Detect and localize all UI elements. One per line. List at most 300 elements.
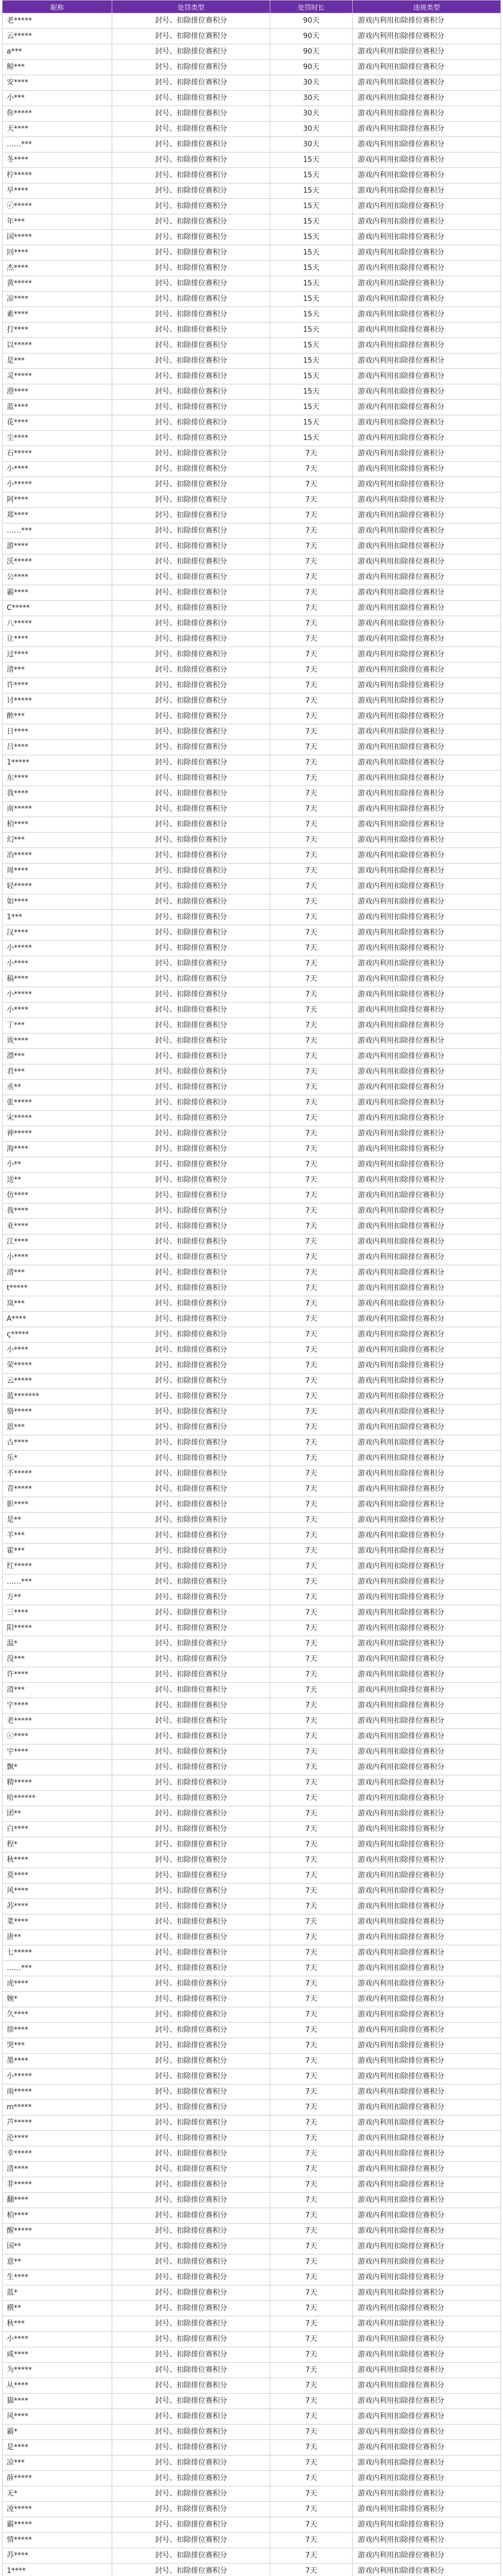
cell-duration: 7天 bbox=[270, 2193, 353, 2208]
cell-name: 诶**** bbox=[3, 1033, 112, 1049]
cell-duration: 15天 bbox=[270, 199, 353, 214]
table-row bbox=[3, 1482, 501, 1497]
cell-duration: 7天 bbox=[270, 879, 353, 894]
table-row bbox=[3, 13, 501, 29]
cell-penalty-type: 封号、扣除排位赛积分 bbox=[112, 1095, 270, 1111]
table-row bbox=[3, 2146, 501, 2162]
cell-duration: 7天 bbox=[270, 2054, 353, 2069]
table-row bbox=[3, 585, 501, 601]
cell-penalty-type: 封号、扣除排位赛积分 bbox=[112, 1126, 270, 1142]
cell-duration: 7天 bbox=[270, 462, 353, 477]
table-row bbox=[3, 2425, 501, 2440]
cell-duration: 7天 bbox=[270, 523, 353, 539]
cell-violation-type: 游戏内利用扣除排位赛积分 bbox=[353, 1559, 501, 1574]
cell-name: 1***** bbox=[3, 755, 112, 771]
cell-penalty-type: 封号、扣除排位赛积分 bbox=[112, 2363, 270, 2378]
table-row bbox=[3, 122, 501, 137]
cell-duration: 7天 bbox=[270, 1729, 353, 1744]
table-row bbox=[3, 1744, 501, 1760]
cell-violation-type: 游戏内利用扣除排位赛积分 bbox=[353, 1188, 501, 1204]
cell-name: 宋***** bbox=[3, 1111, 112, 1126]
cell-name: 芦***** bbox=[3, 2115, 112, 2131]
table-row bbox=[3, 2177, 501, 2193]
table-row bbox=[3, 2332, 501, 2347]
cell-penalty-type: 封号、扣除排位赛积分 bbox=[112, 1234, 270, 1250]
cell-name: 江**** bbox=[3, 1234, 112, 1250]
table-row bbox=[3, 462, 501, 477]
cell-duration: 7天 bbox=[270, 1358, 353, 1374]
cell-duration: 7天 bbox=[270, 1064, 353, 1080]
cell-name: 为***** bbox=[3, 2363, 112, 2378]
cell-name: 我**** bbox=[3, 1204, 112, 1219]
table-row bbox=[3, 2255, 501, 2270]
cell-duration: 7天 bbox=[270, 508, 353, 523]
cell-violation-type: 游戏内利用扣除排位赛积分 bbox=[353, 91, 501, 106]
cell-duration: 7天 bbox=[270, 1976, 353, 1992]
cell-penalty-type: 封号、扣除排位赛积分 bbox=[112, 1497, 270, 1513]
table-row bbox=[3, 879, 501, 894]
table-row bbox=[3, 755, 501, 771]
cell-duration: 7天 bbox=[270, 1853, 353, 1868]
cell-duration: 7天 bbox=[270, 1914, 353, 1930]
cell-violation-type: 游戏内利用扣除排位赛积分 bbox=[353, 2332, 501, 2347]
table-row bbox=[3, 1714, 501, 1729]
cell-duration: 7天 bbox=[270, 1590, 353, 1605]
cell-name: 云***** bbox=[3, 29, 112, 44]
cell-duration: 7天 bbox=[270, 1157, 353, 1173]
cell-duration: 15天 bbox=[270, 230, 353, 245]
cell-violation-type: 游戏内利用扣除排位赛积分 bbox=[353, 292, 501, 307]
table-row bbox=[3, 833, 501, 848]
table-row bbox=[3, 1188, 501, 1204]
cell-penalty-type: 封号、扣除排位赛积分 bbox=[112, 1281, 270, 1296]
cell-name: 红***** bbox=[3, 1559, 112, 1574]
cell-duration: 7天 bbox=[270, 848, 353, 863]
table-row bbox=[3, 1126, 501, 1142]
cell-name: 温* bbox=[3, 1636, 112, 1652]
table-row bbox=[3, 1976, 501, 1992]
cell-violation-type: 游戏内利用扣除排位赛积分 bbox=[353, 1327, 501, 1343]
table-row bbox=[3, 276, 501, 292]
cell-duration: 15天 bbox=[270, 183, 353, 199]
cell-penalty-type: 封号、扣除排位赛积分 bbox=[112, 2069, 270, 2084]
table-row bbox=[3, 956, 501, 972]
table-row bbox=[3, 1281, 501, 1296]
cell-name: 精***** bbox=[3, 1775, 112, 1791]
cell-duration: 7天 bbox=[270, 1899, 353, 1914]
cell-name: 墨**** bbox=[3, 2054, 112, 2069]
table-row bbox=[3, 2517, 501, 2533]
cell-name: 霸***** bbox=[3, 2517, 112, 2533]
table-row bbox=[3, 477, 501, 493]
cell-duration: 90天 bbox=[270, 60, 353, 75]
cell-penalty-type: 封号、扣除排位赛积分 bbox=[112, 755, 270, 771]
cell-duration: 7天 bbox=[270, 987, 353, 1003]
cell-duration: 7天 bbox=[270, 941, 353, 956]
cell-name: 让**** bbox=[3, 632, 112, 647]
cell-name: 国***** bbox=[3, 230, 112, 245]
cell-name: 漂*** bbox=[3, 1049, 112, 1064]
table-body bbox=[3, 13, 501, 2576]
table-row bbox=[3, 1080, 501, 1095]
cell-penalty-type: 封号、扣除排位赛积分 bbox=[112, 1992, 270, 2007]
cell-duration: 7天 bbox=[270, 1652, 353, 1667]
cell-name: 风**** bbox=[3, 2409, 112, 2425]
cell-violation-type: 游戏内利用扣除排位赛积分 bbox=[353, 554, 501, 570]
cell-violation-type: 游戏内利用扣除排位赛积分 bbox=[353, 1173, 501, 1188]
cell-duration: 7天 bbox=[270, 446, 353, 462]
cell-penalty-type: 封号、扣除排位赛积分 bbox=[112, 137, 270, 152]
cell-name: 公**** bbox=[3, 570, 112, 585]
cell-violation-type: 游戏内利用扣除排位赛积分 bbox=[353, 1683, 501, 1698]
cell-name: 小***** bbox=[3, 987, 112, 1003]
cell-violation-type: 游戏内利用扣除排位赛积分 bbox=[353, 1157, 501, 1173]
table-row bbox=[3, 1435, 501, 1451]
cell-name: 讨***** bbox=[3, 693, 112, 709]
table-row bbox=[3, 616, 501, 632]
table-row bbox=[3, 1358, 501, 1374]
cell-name: C***** bbox=[3, 601, 112, 616]
cell-violation-type: 游戏内利用扣除排位赛积分 bbox=[353, 894, 501, 910]
cell-penalty-type: 封号、扣除排位赛积分 bbox=[112, 1914, 270, 1930]
cell-violation-type: 游戏内利用扣除排位赛积分 bbox=[353, 1312, 501, 1327]
table-row bbox=[3, 1574, 501, 1590]
cell-violation-type: 游戏内利用扣除排位赛积分 bbox=[353, 1513, 501, 1528]
cell-penalty-type: 封号、扣除排位赛积分 bbox=[112, 60, 270, 75]
cell-duration: 7天 bbox=[270, 1343, 353, 1358]
table-row bbox=[3, 1729, 501, 1744]
cell-penalty-type: 封号、扣除排位赛积分 bbox=[112, 894, 270, 910]
table-row bbox=[3, 1559, 501, 1574]
cell-duration: 7天 bbox=[270, 2502, 353, 2517]
cell-penalty-type: 封号、扣除排位赛积分 bbox=[112, 338, 270, 353]
cell-name: 蓝**** bbox=[3, 400, 112, 415]
cell-duration: 7天 bbox=[270, 1080, 353, 1095]
cell-name: 稿**** bbox=[3, 972, 112, 987]
cell-penalty-type: 封号、扣除排位赛积分 bbox=[112, 956, 270, 972]
cell-name: 恩*** bbox=[3, 1420, 112, 1435]
cell-duration: 7天 bbox=[270, 1884, 353, 1899]
table-row bbox=[3, 1157, 501, 1173]
table-row bbox=[3, 724, 501, 740]
cell-duration: 7天 bbox=[270, 2471, 353, 2486]
cell-name: 咸**** bbox=[3, 2347, 112, 2363]
cell-penalty-type: 封号、扣除排位赛积分 bbox=[112, 1049, 270, 1064]
cell-violation-type: 游戏内利用扣除排位赛积分 bbox=[353, 786, 501, 802]
cell-violation-type: 游戏内利用扣除排位赛积分 bbox=[353, 755, 501, 771]
cell-penalty-type: 封号、扣除排位赛积分 bbox=[112, 2301, 270, 2316]
table-row bbox=[3, 415, 501, 431]
cell-violation-type: 游戏内利用扣除排位赛积分 bbox=[353, 1853, 501, 1868]
table-row bbox=[3, 972, 501, 987]
cell-name: 岚*** bbox=[3, 1296, 112, 1312]
cell-name: 荣***** bbox=[3, 1358, 112, 1374]
table-row bbox=[3, 75, 501, 91]
cell-violation-type: 游戏内利用扣除排位赛积分 bbox=[353, 446, 501, 462]
cell-violation-type: 游戏内利用扣除排位赛积分 bbox=[353, 1976, 501, 1992]
cell-duration: 7天 bbox=[270, 678, 353, 693]
table-row bbox=[3, 353, 501, 369]
cell-duration: 7天 bbox=[270, 786, 353, 802]
table-row bbox=[3, 1544, 501, 1559]
cell-duration: 30天 bbox=[270, 137, 353, 152]
cell-name: 阿**** bbox=[3, 493, 112, 508]
cell-penalty-type: 封号、扣除排位赛积分 bbox=[112, 833, 270, 848]
cell-violation-type: 游戏内利用扣除排位赛积分 bbox=[353, 276, 501, 292]
cell-penalty-type: 封号、扣除排位赛积分 bbox=[112, 384, 270, 400]
table-row bbox=[3, 1868, 501, 1884]
cell-violation-type: 游戏内利用扣除排位赛积分 bbox=[353, 863, 501, 879]
cell-violation-type: 游戏内利用扣除排位赛积分 bbox=[353, 1250, 501, 1265]
cell-violation-type: 游戏内利用扣除排位赛积分 bbox=[353, 2378, 501, 2394]
cell-name: 清*** bbox=[3, 663, 112, 678]
cell-violation-type: 游戏内利用扣除排位赛积分 bbox=[353, 1884, 501, 1899]
table-row bbox=[3, 199, 501, 214]
cell-name: 菲***** bbox=[3, 2177, 112, 2193]
cell-name: 程* bbox=[3, 1837, 112, 1853]
cell-name: 意** bbox=[3, 2255, 112, 2270]
cell-duration: 15天 bbox=[270, 152, 353, 168]
cell-duration: 7天 bbox=[270, 2316, 353, 2332]
table-row bbox=[3, 2193, 501, 2208]
table-row bbox=[3, 2378, 501, 2394]
cell-name: 宇**** bbox=[3, 1698, 112, 1714]
cell-name: 清*** bbox=[3, 1683, 112, 1698]
cell-violation-type: 游戏内利用扣除排位赛积分 bbox=[353, 2146, 501, 2162]
cell-name: 醒***** bbox=[3, 2224, 112, 2239]
cell-penalty-type: 封号、扣除排位赛积分 bbox=[112, 1404, 270, 1420]
cell-penalty-type: 封号、扣除排位赛积分 bbox=[112, 1420, 270, 1435]
cell-name: 天**** bbox=[3, 122, 112, 137]
cell-violation-type: 游戏内利用扣除排位赛积分 bbox=[353, 771, 501, 786]
table-row bbox=[3, 2270, 501, 2285]
cell-penalty-type: 封号、扣除排位赛积分 bbox=[112, 2316, 270, 2332]
cell-penalty-type: 封号、扣除排位赛积分 bbox=[112, 1064, 270, 1080]
cell-penalty-type: 封号、扣除排位赛积分 bbox=[112, 2208, 270, 2224]
table-row bbox=[3, 2564, 501, 2576]
cell-penalty-type: 封号、扣除排位赛积分 bbox=[112, 2378, 270, 2394]
cell-duration: 7天 bbox=[270, 724, 353, 740]
cell-name: 柏**** bbox=[3, 817, 112, 833]
cell-name: 安**** bbox=[3, 75, 112, 91]
cell-penalty-type: 封号、扣除排位赛积分 bbox=[112, 2146, 270, 2162]
cell-penalty-type: 封号、扣除排位赛积分 bbox=[112, 1080, 270, 1095]
cell-violation-type: 游戏内利用扣除排位赛积分 bbox=[353, 724, 501, 740]
cell-penalty-type: 封号、扣除排位赛积分 bbox=[112, 1636, 270, 1652]
cell-penalty-type: 封号、扣除排位赛积分 bbox=[112, 13, 270, 29]
cell-penalty-type: 封号、扣除排位赛积分 bbox=[112, 369, 270, 384]
table-row bbox=[3, 2533, 501, 2548]
cell-duration: 7天 bbox=[270, 1466, 353, 1482]
cell-name: 哈****** bbox=[3, 1791, 112, 1806]
cell-duration: 7天 bbox=[270, 740, 353, 755]
cell-penalty-type: 封号、扣除排位赛积分 bbox=[112, 972, 270, 987]
cell-name: 宇**** bbox=[3, 1744, 112, 1760]
table-row bbox=[3, 1497, 501, 1513]
table-row bbox=[3, 925, 501, 941]
table-row bbox=[3, 632, 501, 647]
cell-duration: 7天 bbox=[270, 1389, 353, 1404]
table-row bbox=[3, 941, 501, 956]
cell-name: 过**** bbox=[3, 647, 112, 663]
cell-violation-type: 游戏内利用扣除排位赛积分 bbox=[353, 523, 501, 539]
table-row bbox=[3, 2486, 501, 2502]
table-row bbox=[3, 2455, 501, 2471]
cell-duration: 7天 bbox=[270, 647, 353, 663]
cell-penalty-type: 封号、扣除排位赛积分 bbox=[112, 2239, 270, 2255]
cell-name: ⓒ***** bbox=[3, 199, 112, 214]
cell-penalty-type: 封号、扣除排位赛积分 bbox=[112, 1033, 270, 1049]
cell-violation-type: 游戏内利用扣除排位赛积分 bbox=[353, 693, 501, 709]
cell-penalty-type: 封号、扣除排位赛积分 bbox=[112, 1265, 270, 1281]
cell-penalty-type: 封号、扣除排位赛积分 bbox=[112, 1559, 270, 1574]
table-row bbox=[3, 1250, 501, 1265]
cell-penalty-type: 封号、扣除排位赛积分 bbox=[112, 2564, 270, 2576]
cell-duration: 7天 bbox=[270, 1760, 353, 1775]
cell-penalty-type: 封号、扣除排位赛积分 bbox=[112, 554, 270, 570]
table-row bbox=[3, 1234, 501, 1250]
cell-duration: 90天 bbox=[270, 29, 353, 44]
cell-violation-type: 游戏内利用扣除排位赛积分 bbox=[353, 44, 501, 60]
cell-penalty-type: 封号、扣除排位赛积分 bbox=[112, 1698, 270, 1714]
cell-penalty-type: 封号、扣除排位赛积分 bbox=[112, 2131, 270, 2146]
table-row bbox=[3, 539, 501, 554]
cell-duration: 7天 bbox=[270, 693, 353, 709]
cell-name: 郑**** bbox=[3, 508, 112, 523]
cell-duration: 7天 bbox=[270, 1374, 353, 1389]
cell-violation-type: 游戏内利用扣除排位赛积分 bbox=[353, 2270, 501, 2285]
cell-penalty-type: 封号、扣除排位赛积分 bbox=[112, 1868, 270, 1884]
cell-duration: 7天 bbox=[270, 2486, 353, 2502]
table-row bbox=[3, 400, 501, 415]
cell-violation-type: 游戏内利用扣除排位赛积分 bbox=[353, 1126, 501, 1142]
table-row bbox=[3, 1667, 501, 1683]
table-row bbox=[3, 2162, 501, 2177]
cell-penalty-type: 封号、扣除排位赛积分 bbox=[112, 941, 270, 956]
cell-violation-type: 游戏内利用扣除排位赛积分 bbox=[353, 137, 501, 152]
cell-duration: 7天 bbox=[270, 1621, 353, 1636]
cell-duration: 7天 bbox=[270, 2548, 353, 2564]
cell-violation-type: 游戏内利用扣除排位赛积分 bbox=[353, 1945, 501, 1961]
cell-penalty-type: 封号、扣除排位赛积分 bbox=[112, 29, 270, 44]
table-row bbox=[3, 2084, 501, 2100]
cell-duration: 7天 bbox=[270, 2455, 353, 2471]
cell-violation-type: 游戏内利用扣除排位赛积分 bbox=[353, 1698, 501, 1714]
table-row bbox=[3, 60, 501, 75]
cell-duration: 7天 bbox=[270, 663, 353, 678]
cell-name: 白**** bbox=[3, 1822, 112, 1837]
cell-name: 婉* bbox=[3, 1992, 112, 2007]
table-row bbox=[3, 1914, 501, 1930]
cell-duration: 7天 bbox=[270, 2378, 353, 2394]
table-row bbox=[3, 1760, 501, 1775]
cell-violation-type: 游戏内利用扣除排位赛积分 bbox=[353, 1064, 501, 1080]
cell-duration: 7天 bbox=[270, 2038, 353, 2054]
table-row bbox=[3, 1204, 501, 1219]
cell-duration: 7天 bbox=[270, 802, 353, 817]
table-row bbox=[3, 292, 501, 307]
cell-name: 仿**** bbox=[3, 1188, 112, 1204]
table-row bbox=[3, 2115, 501, 2131]
cell-name: 阳***** bbox=[3, 1621, 112, 1636]
cell-violation-type: 游戏内利用扣除排位赛积分 bbox=[353, 1003, 501, 1018]
cell-penalty-type: 封号、扣除排位赛积分 bbox=[112, 1791, 270, 1806]
cell-name: 尘**** bbox=[3, 431, 112, 446]
cell-violation-type: 游戏内利用扣除排位赛积分 bbox=[353, 13, 501, 29]
cell-name: 秋*** bbox=[3, 2316, 112, 2332]
cell-violation-type: 游戏内利用扣除排位赛积分 bbox=[353, 2038, 501, 2054]
cell-duration: 7天 bbox=[270, 1126, 353, 1142]
cell-penalty-type: 封号、扣除排位赛积分 bbox=[112, 724, 270, 740]
cell-penalty-type: 封号、扣除排位赛积分 bbox=[112, 2347, 270, 2363]
penalty-table-wrapper bbox=[2, 0, 500, 2576]
cell-name: 是*** bbox=[3, 353, 112, 369]
cell-penalty-type: 封号、扣除排位赛积分 bbox=[112, 1435, 270, 1451]
table-row bbox=[3, 817, 501, 833]
cell-duration: 15天 bbox=[270, 245, 353, 261]
cell-name: ……*** bbox=[3, 1961, 112, 1976]
cell-name: 1*** bbox=[3, 910, 112, 925]
cell-violation-type: 游戏内利用扣除排位赛积分 bbox=[353, 1234, 501, 1250]
cell-duration: 7天 bbox=[270, 2270, 353, 2285]
cell-penalty-type: 封号、扣除排位赛积分 bbox=[112, 1327, 270, 1343]
cell-penalty-type: 封号、扣除排位赛积分 bbox=[112, 1683, 270, 1698]
cell-violation-type: 游戏内利用扣除排位赛积分 bbox=[353, 585, 501, 601]
cell-name: 唐** bbox=[3, 1930, 112, 1945]
cell-violation-type: 游戏内利用扣除排位赛积分 bbox=[353, 925, 501, 941]
cell-name: 凉*** bbox=[3, 2455, 112, 2471]
cell-duration: 7天 bbox=[270, 1698, 353, 1714]
cell-name: 许**** bbox=[3, 1667, 112, 1683]
table-row bbox=[3, 446, 501, 462]
cell-penalty-type: 封号、扣除排位赛积分 bbox=[112, 415, 270, 431]
cell-duration: 7天 bbox=[270, 1513, 353, 1528]
cell-violation-type: 游戏内利用扣除排位赛积分 bbox=[353, 1420, 501, 1435]
cell-name: 没*** bbox=[3, 1652, 112, 1667]
header-penalty-type: 处罚类型 bbox=[112, 1, 270, 13]
cell-name: 苏**** bbox=[3, 2548, 112, 2564]
table-row bbox=[3, 1853, 501, 1868]
cell-violation-type: 游戏内利用扣除排位赛积分 bbox=[353, 2084, 501, 2100]
cell-name: 虎**** bbox=[3, 1976, 112, 1992]
cell-penalty-type: 封号、扣除排位赛积分 bbox=[112, 2471, 270, 2486]
cell-duration: 15天 bbox=[270, 384, 353, 400]
cell-penalty-type: 封号、扣除排位赛积分 bbox=[112, 2502, 270, 2517]
table-row bbox=[3, 1884, 501, 1899]
cell-name: 生**** bbox=[3, 2270, 112, 2285]
cell-name: 云***** bbox=[3, 1374, 112, 1389]
cell-duration: 15天 bbox=[270, 307, 353, 323]
cell-penalty-type: 封号、扣除排位赛积分 bbox=[112, 1204, 270, 1219]
cell-duration: 7天 bbox=[270, 2146, 353, 2162]
cell-penalty-type: 封号、扣除排位赛积分 bbox=[112, 2533, 270, 2548]
cell-name: 久**** bbox=[3, 2007, 112, 2023]
cell-duration: 7天 bbox=[270, 1822, 353, 1837]
cell-violation-type: 游戏内利用扣除排位赛积分 bbox=[353, 1605, 501, 1621]
cell-name: 霍*** bbox=[3, 1544, 112, 1559]
cell-violation-type: 游戏内利用扣除排位赛积分 bbox=[353, 1080, 501, 1095]
cell-violation-type: 游戏内利用扣除排位赛积分 bbox=[353, 740, 501, 755]
table-row bbox=[3, 1312, 501, 1327]
cell-violation-type: 游戏内利用扣除排位赛积分 bbox=[353, 1343, 501, 1358]
cell-name: 是**** bbox=[3, 2440, 112, 2455]
cell-name: 是** bbox=[3, 1513, 112, 1528]
cell-duration: 7天 bbox=[270, 2100, 353, 2115]
cell-name: 小**** bbox=[3, 2332, 112, 2347]
cell-penalty-type: 封号、扣除排位赛积分 bbox=[112, 1528, 270, 1544]
cell-duration: 7天 bbox=[270, 477, 353, 493]
cell-violation-type: 游戏内利用扣除排位赛积分 bbox=[353, 1899, 501, 1914]
